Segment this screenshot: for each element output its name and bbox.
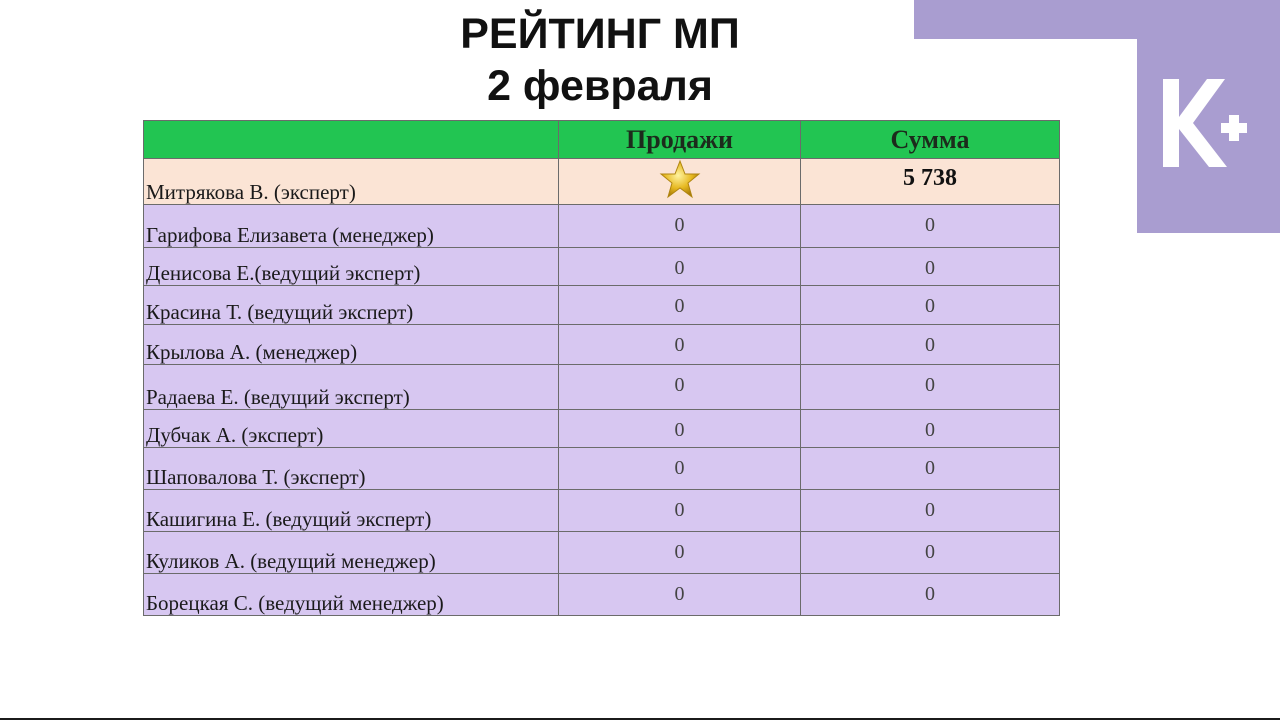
star-icon	[658, 159, 702, 199]
table-row-leader	[144, 159, 1060, 205]
logo-strip	[914, 0, 1280, 39]
row-sum: 0	[801, 248, 1060, 286]
row-sales: 0	[559, 205, 801, 248]
row-name: Митрякова В. (эксперт)	[144, 159, 559, 205]
row-name: Радаева Е. (ведущий эксперт)	[144, 365, 559, 410]
logo-box	[1137, 39, 1280, 233]
header-sum: Сумма	[801, 121, 1060, 159]
row-sum: 0	[801, 365, 1060, 410]
title-line-2: 2 февраля	[487, 62, 713, 110]
header-sales: Продажи	[559, 121, 801, 159]
row-sum: 0	[801, 325, 1060, 365]
row-sales: 0	[559, 490, 801, 532]
row-sales: 0	[559, 448, 801, 490]
k-plus-logo-icon	[1157, 71, 1257, 171]
row-sum: 5 738	[801, 159, 1060, 205]
row-sales: 0	[559, 325, 801, 365]
row-name: Красина Т. (ведущий эксперт)	[144, 286, 559, 325]
row-sales	[559, 159, 801, 205]
header-name	[144, 121, 559, 159]
table-row	[144, 490, 1060, 532]
row-name: Куликов А. (ведущий менеджер)	[144, 532, 559, 574]
table-row	[144, 532, 1060, 574]
row-sales: 0	[559, 248, 801, 286]
table-row	[144, 448, 1060, 490]
row-sum: 0	[801, 410, 1060, 448]
title-line-1: РЕЙТИНГ МП	[460, 10, 740, 58]
page-title	[300, 8, 900, 112]
row-name: Кашигина Е. (ведущий эксперт)	[144, 490, 559, 532]
row-sales: 0	[559, 365, 801, 410]
table-row	[144, 365, 1060, 410]
table-row	[144, 574, 1060, 616]
row-name: Крылова А. (менеджер)	[144, 325, 559, 365]
row-name: Борецкая С. (ведущий менеджер)	[144, 574, 559, 616]
row-sales: 0	[559, 574, 801, 616]
table-row	[144, 325, 1060, 365]
row-name: Гарифова Елизавета (менеджер)	[144, 205, 559, 248]
row-sales: 0	[559, 410, 801, 448]
row-sum: 0	[801, 532, 1060, 574]
row-name: Шаповалова Т. (эксперт)	[144, 448, 559, 490]
row-sum: 0	[801, 448, 1060, 490]
row-sum: 0	[801, 574, 1060, 616]
row-name: Дубчак А. (эксперт)	[144, 410, 559, 448]
row-sum: 0	[801, 286, 1060, 325]
row-sum: 0	[801, 205, 1060, 248]
row-name: Денисова Е.(ведущий эксперт)	[144, 248, 559, 286]
row-sales: 0	[559, 532, 801, 574]
table-row	[144, 286, 1060, 325]
table-row	[144, 248, 1060, 286]
row-sum: 0	[801, 490, 1060, 532]
row-sales: 0	[559, 286, 801, 325]
table-row	[144, 205, 1060, 248]
table-row	[144, 410, 1060, 448]
table-header-row	[144, 121, 1060, 159]
rating-table	[143, 120, 1060, 616]
